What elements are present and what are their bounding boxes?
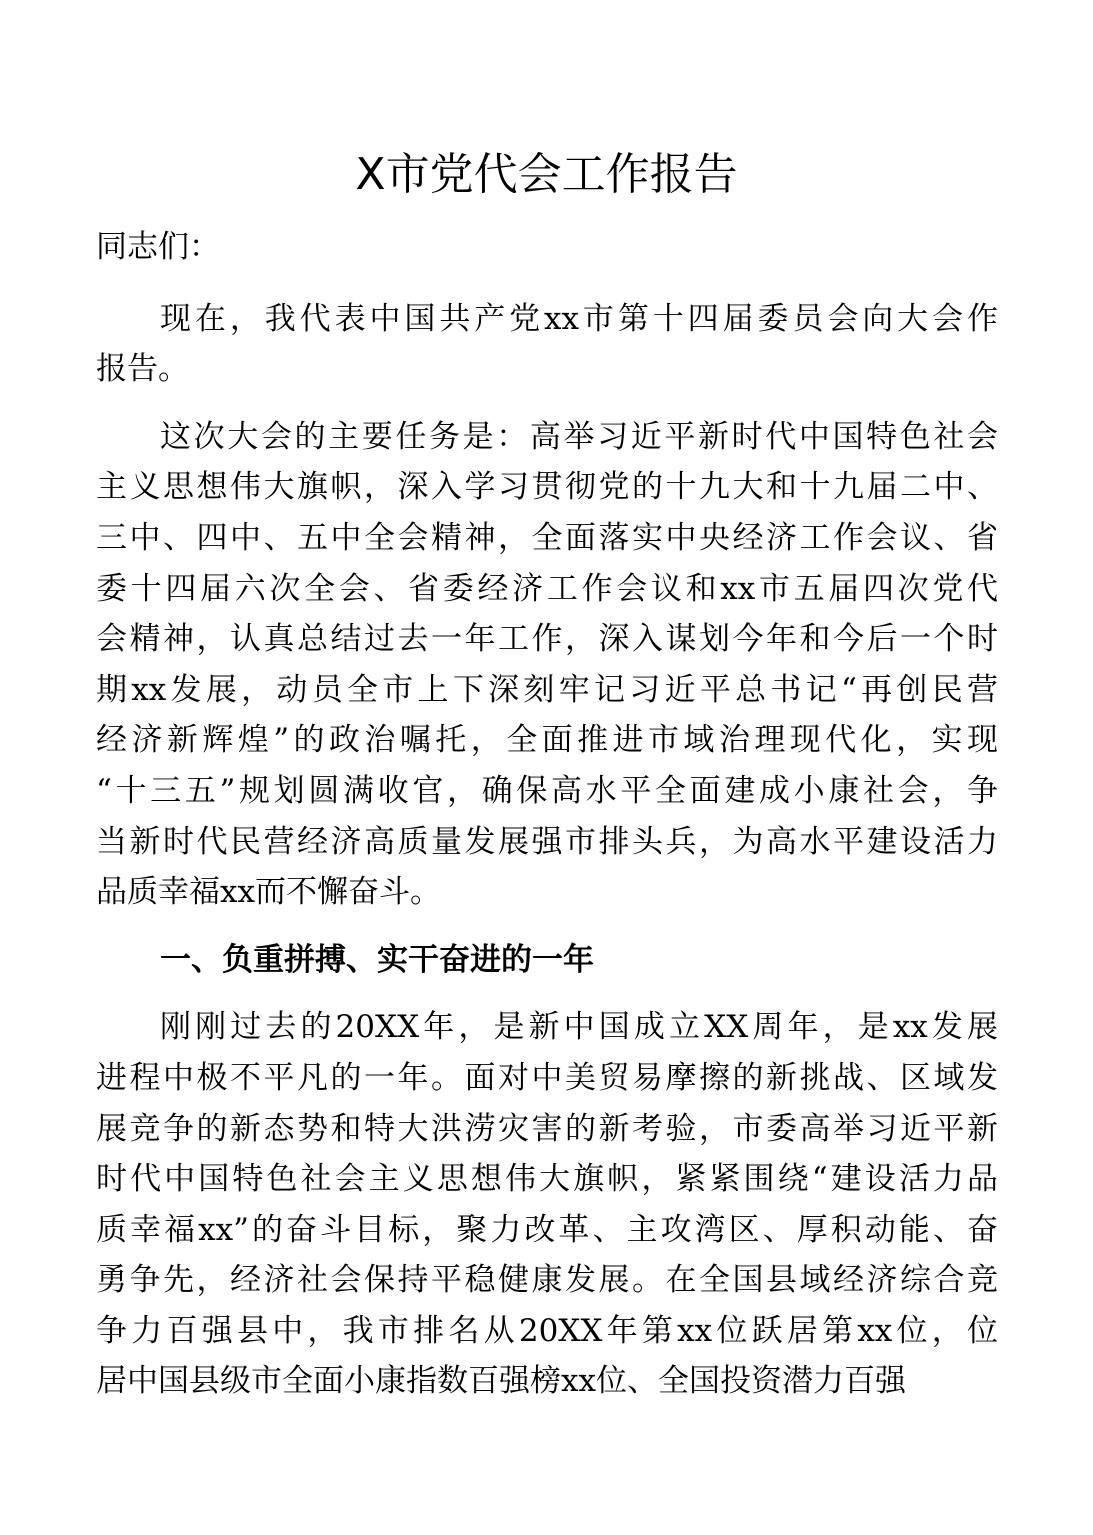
- text-line: 会精神，认真总结过去一年工作，深入谋划今年和今后一个时: [96, 621, 998, 658]
- text-line: 勇争先，经济社会保持平稳健康发展。在全国县域经济综合竞: [96, 1262, 998, 1299]
- text-line: 进程中极不平凡的一年。面对中美贸易摩擦的新挑战、区域发: [96, 1059, 998, 1096]
- paragraph: [96, 1002, 998, 1407]
- paragraph: [96, 294, 998, 395]
- text-line: 刚刚过去的20XX年，是新中国成立XX周年，是xx发展: [160, 1009, 998, 1046]
- text-line: 三中、四中、五中全会精神，全面落实中央经济工作会议、省: [96, 519, 998, 556]
- text-line: 质幸福xx”的奋斗目标，聚力改革、主攻湾区、厚积动能、奋: [96, 1211, 998, 1248]
- text-line: 当新时代民营经济高质量发展强市排头兵，为高水平建设活力: [96, 823, 998, 860]
- text-line: 居中国县级市全面小康指数百强榜xx位、全国投资潜力百强: [96, 1363, 906, 1400]
- text-line: 品质幸福xx而不懈奋斗。: [96, 874, 441, 911]
- text-line: 这次大会的主要任务是：高举习近平新时代中国特色社会: [160, 418, 998, 455]
- text-line: 经济新辉煌”的政治嘱托，全面推进市域治理现代化，实现: [96, 722, 998, 759]
- text-line: 委十四届六次全会、省委经济工作会议和xx市五届四次党代: [96, 570, 998, 607]
- text-line: 报告。: [96, 351, 189, 388]
- text-line: 期xx发展，动员全市上下深刻牢记习近平总书记“再创民营: [96, 671, 998, 708]
- paragraph: [96, 412, 998, 918]
- text-line: 一、负重拼搏、实干奋进的一年: [160, 941, 594, 978]
- section-heading: [96, 935, 998, 986]
- text-line: 时代中国特色社会主义思想伟大旗帜，紧紧围绕“建设活力品: [96, 1161, 998, 1198]
- text-line: 主义思想伟大旗帜，深入学习贯彻党的十九大和十九届二中、: [96, 469, 998, 506]
- text-line: 争力百强县中，我市排名从20XX年第xx位跃居第xx位，位: [96, 1312, 998, 1349]
- text-line: 同志们：: [96, 229, 220, 265]
- document-body: [96, 222, 998, 1424]
- salutation: [96, 222, 998, 273]
- text-line: 现在，我代表中国共产党xx市第十四届委员会向大会作: [160, 300, 998, 337]
- document-title: X市党代会工作报告: [355, 149, 738, 200]
- text-line: “十三五”规划圆满收官，确保高水平全面建成小康社会，争: [96, 772, 998, 809]
- text-line: 展竞争的新态势和特大洪涝灾害的新考验，市委高举习近平新: [96, 1110, 998, 1147]
